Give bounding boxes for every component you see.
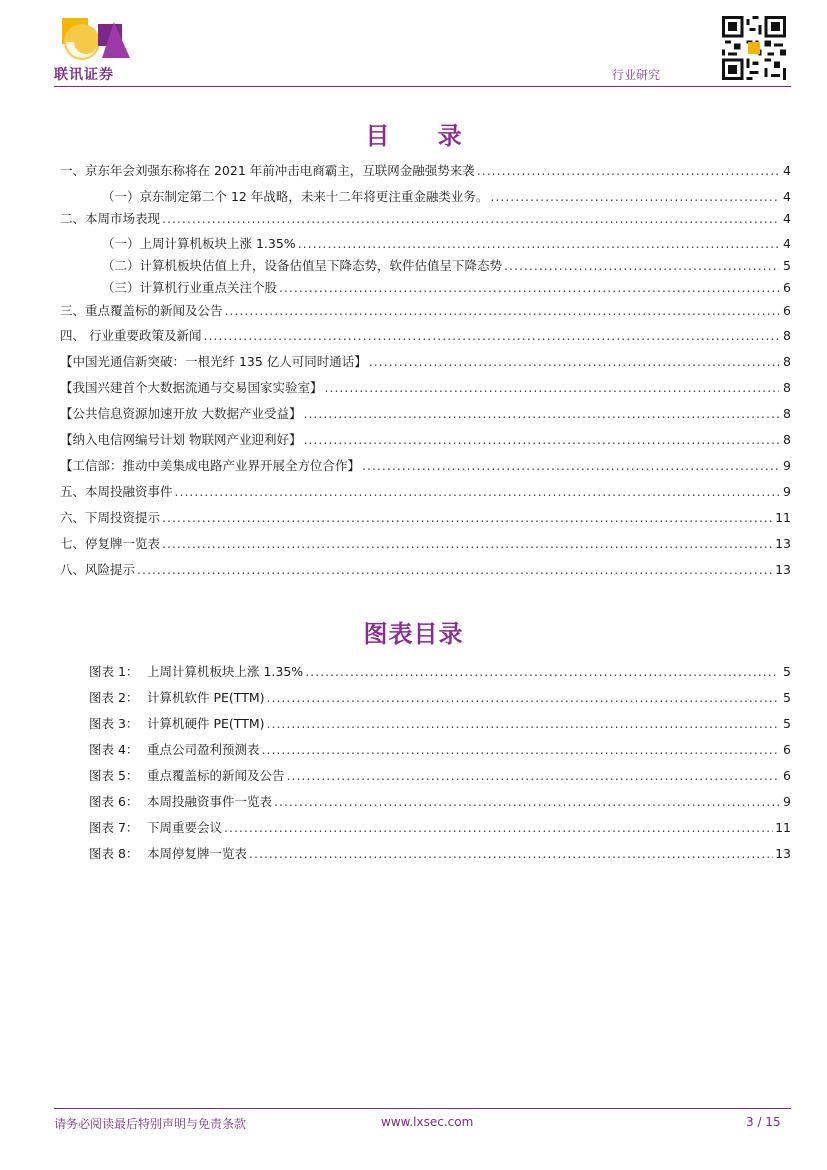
toc-entry-page: 13 xyxy=(775,562,791,577)
toc-entry[interactable] xyxy=(60,328,791,344)
figure-entry-page: 6 xyxy=(783,742,791,757)
figure-label: 图表 1： xyxy=(89,664,139,679)
footer-disclaimer[interactable]: 请务必阅读最后特别声明与免责条款 xyxy=(54,1117,247,1131)
toc-entry[interactable] xyxy=(60,510,791,526)
toc-entry-text: （三）计算机行业重点关注个股 xyxy=(102,280,278,295)
toc-entry[interactable] xyxy=(60,163,791,179)
figure-label: 图表 3： xyxy=(89,716,139,731)
toc-entry[interactable] xyxy=(60,211,791,227)
toc-entry[interactable] xyxy=(102,236,791,252)
dot-leader xyxy=(303,406,779,422)
toc-entry-page: 4 xyxy=(783,211,791,226)
dot-leader xyxy=(262,742,779,758)
figure-entry[interactable] xyxy=(89,690,791,706)
toc-entry[interactable] xyxy=(60,536,791,552)
toc-entry-text: 一、京东年会刘强东称将在 2021 年前冲击电商霸主，互联网金融强势来袭 xyxy=(60,163,475,178)
figure-entry[interactable] xyxy=(89,794,791,810)
toc-entry-page: 6 xyxy=(783,303,791,318)
toc-entry[interactable] xyxy=(102,280,791,296)
dot-leader xyxy=(490,189,779,205)
figure-label: 图表 7： xyxy=(89,820,139,835)
dot-leader xyxy=(137,562,773,578)
toc-entry-page: 13 xyxy=(775,536,791,551)
toc-entry-page: 8 xyxy=(783,328,791,343)
toc-entry[interactable] xyxy=(60,303,791,319)
figure-entry-page: 9 xyxy=(783,794,791,809)
toc-entry[interactable] xyxy=(60,484,791,500)
toc-entry-text: （一）京东制定第二个 12 年战略，未来十二年将更注重金融类业务。 xyxy=(102,189,489,204)
figure-entry-text: 重点覆盖标的新闻及公告 xyxy=(147,768,285,783)
dot-leader xyxy=(369,354,779,370)
toc-entry-page: 4 xyxy=(783,163,791,178)
toc-entry-text: 四、 行业重要政策及新闻 xyxy=(60,328,202,343)
toc-entry-text: 【纳入电信网编号计划 物联网产业迎利好】 xyxy=(60,432,302,447)
figure-entry-text: 重点公司盈利预测表 xyxy=(147,742,260,757)
figure-entry[interactable] xyxy=(89,768,791,784)
dot-leader xyxy=(249,846,773,862)
dot-leader xyxy=(325,380,779,396)
toc-entry[interactable] xyxy=(60,380,791,396)
figure-entry-text: 本周停复牌一览表 xyxy=(147,846,248,861)
figure-label: 图表 8： xyxy=(89,846,139,861)
dot-leader xyxy=(287,768,779,784)
figures-title: 图表目录 xyxy=(363,620,464,648)
figure-entry-text: 上周计算机板块上涨 1.35% xyxy=(147,664,304,679)
dot-leader xyxy=(175,484,779,500)
toc-entry[interactable] xyxy=(102,189,791,205)
header-divider xyxy=(54,86,791,87)
dot-leader xyxy=(267,690,780,706)
toc-entry-text: 二、本周市场表现 xyxy=(60,211,161,226)
toc-title: 目 录 xyxy=(365,122,482,150)
toc-entry-text: 【中国光通信新突破：一根光纤 135 亿人可同时通话】 xyxy=(60,354,367,369)
dot-leader xyxy=(267,716,780,732)
toc-entry-text: 七、停复牌一览表 xyxy=(60,536,161,551)
dot-leader xyxy=(298,236,779,252)
figure-entry-page: 6 xyxy=(783,768,791,783)
dot-leader xyxy=(203,328,779,344)
dot-leader xyxy=(279,280,779,296)
toc-entry-text: 【我国兴建首个大数据流通与交易国家实验室】 xyxy=(60,380,323,395)
figure-entry-text: 下周重要会议 xyxy=(147,820,223,835)
dot-leader xyxy=(162,510,773,526)
toc-entry-text: （一）上周计算机板块上涨 1.35% xyxy=(102,236,296,251)
dot-leader xyxy=(362,458,779,474)
footer-page-number: 3 / 15 xyxy=(746,1115,781,1129)
footer-website-link[interactable]: www.lxsec.com xyxy=(381,1115,474,1129)
figure-entry[interactable] xyxy=(89,820,791,836)
section-label: 行业研究 xyxy=(612,68,661,82)
toc-entry[interactable] xyxy=(60,562,791,578)
figure-entry-page: 5 xyxy=(783,664,791,679)
toc-entry-page: 8 xyxy=(783,406,791,421)
dot-leader xyxy=(224,820,773,836)
figure-label: 图表 5： xyxy=(89,768,139,783)
figure-label: 图表 2： xyxy=(89,690,139,705)
toc-entry-page: 11 xyxy=(775,510,791,525)
dot-leader xyxy=(504,258,779,274)
toc-entry-page: 8 xyxy=(783,380,791,395)
toc-entry-page: 9 xyxy=(783,458,791,473)
toc-entry-page: 5 xyxy=(783,258,791,273)
toc-entry-text: 三、重点覆盖标的新闻及公告 xyxy=(60,303,223,318)
toc-entry-page: 6 xyxy=(783,280,791,295)
figure-entry-page: 13 xyxy=(775,846,791,861)
toc-entry-text: 【公共信息资源加速开放 大数据产业受益】 xyxy=(60,406,302,421)
toc-entry-page: 4 xyxy=(783,236,791,251)
toc-entry-text: 八、风险提示 xyxy=(60,562,136,577)
dot-leader xyxy=(303,432,779,448)
dot-leader xyxy=(305,664,779,680)
figure-entry-text: 计算机硬件 PE(TTM) xyxy=(147,716,265,731)
dot-leader xyxy=(274,794,779,810)
figure-entry[interactable] xyxy=(89,846,791,862)
toc-entry-text: 五、本周投融资事件 xyxy=(60,484,173,499)
toc-entry[interactable] xyxy=(60,432,791,448)
figure-entry-page: 11 xyxy=(775,820,791,835)
toc-entry-text: 六、下周投资提示 xyxy=(60,510,161,525)
qr-code-icon xyxy=(722,16,786,80)
dot-leader xyxy=(162,211,779,227)
figure-entry-page: 5 xyxy=(783,690,791,705)
figure-entry-text: 本周投融资事件一览表 xyxy=(147,794,273,809)
company-logo-text: 联讯证券 xyxy=(54,67,114,83)
toc-entry-page: 9 xyxy=(783,484,791,499)
toc-entry[interactable] xyxy=(102,258,791,274)
toc-entry-text: （二）计算机板块估值上升，设备估值呈下降态势，软件估值呈下降态势 xyxy=(102,258,503,273)
dot-leader xyxy=(477,163,779,179)
figure-entry-page: 5 xyxy=(783,716,791,731)
toc-entry[interactable] xyxy=(60,406,791,422)
figure-entry-text: 计算机软件 PE(TTM) xyxy=(147,690,265,705)
footer-divider xyxy=(54,1108,791,1109)
dot-leader xyxy=(225,303,779,319)
toc-entry-page: 8 xyxy=(783,432,791,447)
toc-entry[interactable] xyxy=(60,354,791,370)
dot-leader xyxy=(162,536,773,552)
toc-entry[interactable] xyxy=(60,458,791,474)
figure-label: 图表 6： xyxy=(89,794,139,809)
figure-entry[interactable] xyxy=(89,664,791,680)
figure-label: 图表 4： xyxy=(89,742,139,757)
toc-entry-page: 8 xyxy=(783,354,791,369)
toc-entry-page: 4 xyxy=(783,189,791,204)
toc-entry-text: 【工信部：推动中美集成电路产业界开展全方位合作】 xyxy=(60,458,361,473)
figure-entry[interactable] xyxy=(89,716,791,732)
figure-entry[interactable] xyxy=(89,742,791,758)
